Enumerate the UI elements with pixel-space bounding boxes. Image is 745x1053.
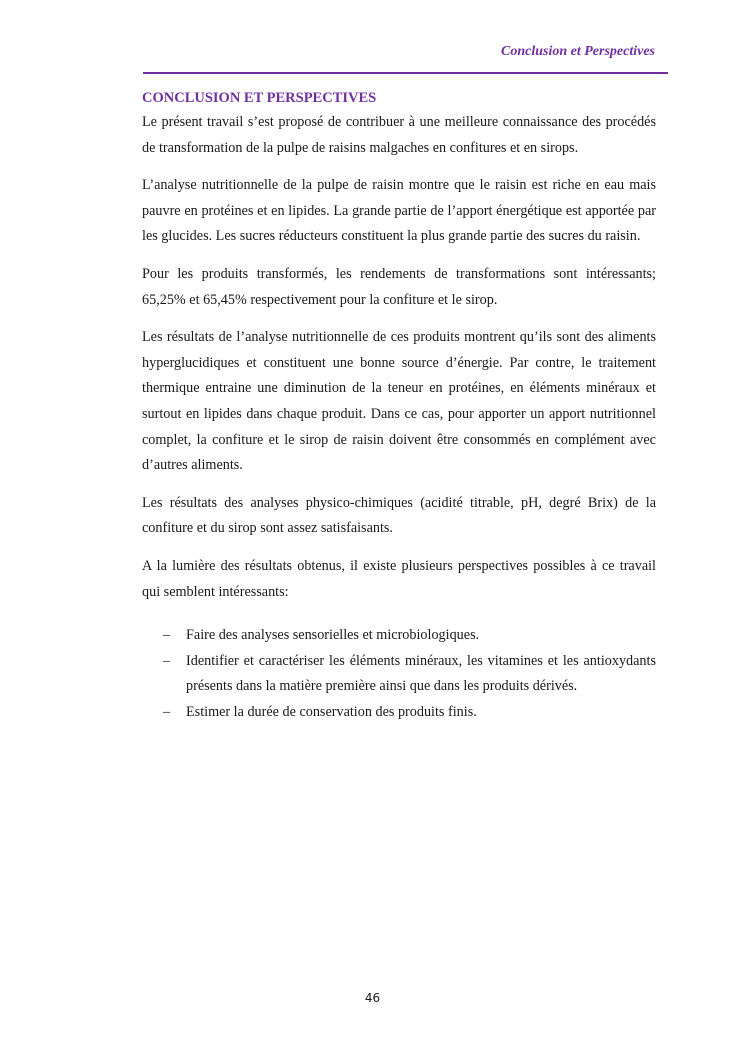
section-title: CONCLUSION ET PERSPECTIVES [142, 90, 377, 106]
list-item [142, 623, 656, 649]
bullet-dash: – [163, 652, 171, 669]
bullet-dash: – [163, 703, 171, 720]
paragraph-products-nutrition: Les résultats de l’analyse nutritionnelle de ces produits montrent qu’ils sont des aliments hyperglucidiques et constituent une bonne source d’énergie. Par contre, le traitement thermique entraine une diminution de la teneur en protéines, en éléments minéraux et surtout en lipides dans chaque produit. Dans ce cas, pour apporter un apport nutritionnel complet, la confiture et le sirop de raisin doivent être consommés en complément avec d’autres aliments. [142, 329, 656, 474]
list-item [142, 700, 656, 726]
list-item-text: Identifier et caractériser les éléments minéraux, les vitamines et les antioxydants présents dans la matière première ainsi que dans les produits dérivés. [186, 652, 656, 695]
document-body [142, 88, 656, 725]
paragraph-yields: Pour les produits transformés, les rendements de transformations sont intéressants; 65,25% et 65,45% respectivement pour la confiture et le sirop. [142, 265, 656, 308]
list-item [142, 649, 656, 700]
paragraph-perspectives-intro: A la lumière des résultats obtenus, il existe plusieurs perspectives possibles à ce travail qui semblent intéressants: [142, 557, 656, 600]
paragraph-intro: Le présent travail s’est proposé de contribuer à une meilleure connaissance des procédés de transformation de la pulpe de raisins malgaches en confitures et en sirops. [142, 114, 656, 156]
list-item-text: Faire des analyses sensorielles et microbiologiques. [186, 627, 480, 644]
list-item-text: Estimer la durée de conservation des produits finis. [186, 703, 477, 720]
header-divider [143, 72, 668, 74]
bullet-dash: – [163, 627, 171, 644]
page-number: 46 [364, 991, 381, 1005]
running-header-title: Conclusion et Perspectives [501, 44, 655, 59]
perspectives-list [142, 623, 656, 725]
paragraph-nutrition-analysis: L’analyse nutritionnelle de la pulpe de raisin montre que le raisin est riche en eau mais pauvre en protéines et en lipides. La grande partie de l’apport énergétique est apportée par les glucides. Les sucres réducteurs constituent la plus grande partie des sucres du raisin. [142, 177, 656, 245]
paragraph-physico-chemical: Les résultats des analyses physico-chimiques (acidité titrable, pH, degré Brix) de la confiture et du sirop sont assez satisfaisants. [142, 494, 656, 537]
